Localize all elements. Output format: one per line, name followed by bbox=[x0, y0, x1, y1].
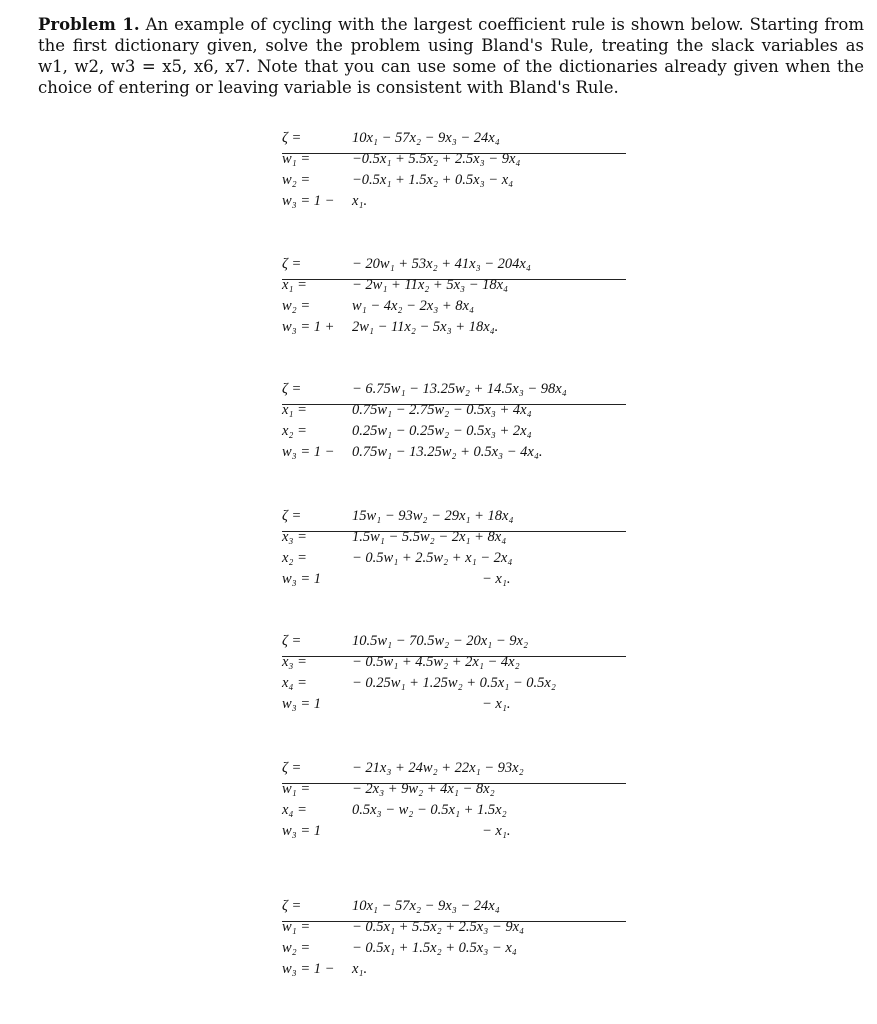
row-lhs: w₂ = bbox=[282, 298, 311, 314]
row-rhs: 0.25w₁ − 0.25w₂ − 0.5x₃ + 2x₄ bbox=[352, 423, 532, 439]
row-lhs: w₃ = 1 + bbox=[282, 319, 335, 335]
row-rhs: − 21x₃ + 24w₂ + 22x₁ − 93x₂ bbox=[352, 760, 524, 776]
row-lhs: x₃ = bbox=[282, 654, 307, 670]
problem-text: An example of cycling with the largest coefficient rule is shown below. Starting from the first dictionary given, solve the problem using Bland's Rule, treating the slack variables as w1, w2, w3 = x5, x6, x7. Note that you can use some of the dictionaries already given when the choice of entering or leaving variable is consistent with Bland's Rule. bbox=[38, 15, 864, 97]
row-lhs: w₃ = 1 bbox=[282, 696, 321, 712]
row-lhs: ζ = bbox=[282, 130, 302, 146]
row-lhs: w₃ = 1 − bbox=[282, 444, 335, 460]
problem-statement bbox=[38, 14, 864, 98]
row-rhs: 1.5w₁ − 5.5w₂ − 2x₁ + 8x₄ bbox=[352, 529, 507, 545]
row-rhs: − 0.5w₁ + 2.5w₂ + x₁ − 2x₄ bbox=[352, 550, 513, 566]
row-rhs: − 0.5x₁ + 5.5x₂ + 2.5x₃ − 9x₄ bbox=[352, 919, 525, 935]
row-lhs: ζ = bbox=[282, 633, 302, 649]
row-lhs: w₁ = bbox=[282, 919, 311, 935]
row-rhs: − 6.75w₁ − 13.25w₂ + 14.5x₃ − 98x₄ bbox=[352, 381, 567, 397]
row-rhs: − 2w₁ + 11x₂ + 5x₃ − 18x₄ bbox=[352, 277, 509, 293]
row-rhs: − 2x₃ + 9w₂ + 4x₁ − 8x₂ bbox=[352, 781, 495, 797]
row-lhs: ζ = bbox=[282, 898, 302, 914]
row-lhs: x₄ = bbox=[282, 802, 307, 818]
row-rhs: −0.5x₁ + 1.5x₂ + 0.5x₃ − x₄ bbox=[352, 172, 514, 188]
row-lhs: x₂ = bbox=[282, 423, 307, 439]
row-rhs: − 0.5x₁ + 1.5x₂ + 0.5x₃ − x₄ bbox=[352, 940, 517, 956]
row-lhs: w₃ = 1 bbox=[282, 571, 321, 587]
row-rhs: − x₁. bbox=[482, 823, 511, 839]
row-lhs: w₁ = bbox=[282, 151, 311, 167]
row-lhs: x₃ = bbox=[282, 529, 307, 545]
row-lhs: x₁ = bbox=[282, 277, 307, 293]
row-lhs: ζ = bbox=[282, 508, 302, 524]
problem-label: Problem 1. bbox=[38, 15, 140, 34]
row-lhs: w₃ = 1 bbox=[282, 823, 321, 839]
row-rhs: 10.5w₁ − 70.5w₂ − 20x₁ − 9x₂ bbox=[352, 633, 528, 649]
row-lhs: w₂ = bbox=[282, 172, 311, 188]
row-rhs: 0.5x₃ − w₂ − 0.5x₁ + 1.5x₂ bbox=[352, 802, 507, 818]
row-rhs: 0.75w₁ − 2.75w₂ − 0.5x₃ + 4x₄ bbox=[352, 402, 532, 418]
row-rhs: w₁ − 4x₂ − 2x₃ + 8x₄ bbox=[352, 298, 474, 314]
row-rhs: −0.5x₁ + 5.5x₂ + 2.5x₃ − 9x₄ bbox=[352, 151, 521, 167]
row-rhs: x₁. bbox=[352, 961, 368, 977]
row-lhs: ζ = bbox=[282, 256, 302, 272]
row-rhs: x₁. bbox=[352, 193, 368, 209]
row-lhs: w₁ = bbox=[282, 781, 311, 797]
row-lhs: x₂ = bbox=[282, 550, 307, 566]
row-rhs: − 0.5w₁ + 4.5w₂ + 2x₁ − 4x₂ bbox=[352, 654, 520, 670]
row-lhs: w₃ = 1 − bbox=[282, 193, 335, 209]
row-lhs: ζ = bbox=[282, 381, 302, 397]
row-lhs: w₂ = bbox=[282, 940, 311, 956]
row-rhs: 0.75w₁ − 13.25w₂ + 0.5x₃ − 4x₄. bbox=[352, 444, 543, 460]
row-lhs: w₃ = 1 − bbox=[282, 961, 335, 977]
row-rhs: 10x₁ − 57x₂ − 9x₃ − 24x₄ bbox=[352, 898, 500, 914]
row-lhs: ζ = bbox=[282, 760, 302, 776]
row-rhs: 15w₁ − 93w₂ − 29x₁ + 18x₄ bbox=[352, 508, 514, 524]
row-rhs: 2w₁ − 11x₂ − 5x₃ + 18x₄. bbox=[352, 319, 499, 335]
row-rhs: − 20w₁ + 53x₂ + 41x₃ − 204x₄ bbox=[352, 256, 531, 272]
row-rhs: 10x₁ − 57x₂ − 9x₃ − 24x₄ bbox=[352, 130, 500, 146]
row-rhs: − x₁. bbox=[482, 571, 511, 587]
row-rhs: − x₁. bbox=[482, 696, 511, 712]
row-rhs: − 0.25w₁ + 1.25w₂ + 0.5x₁ − 0.5x₂ bbox=[352, 675, 556, 691]
row-lhs: x₁ = bbox=[282, 402, 307, 418]
row-lhs: x₄ = bbox=[282, 675, 307, 691]
